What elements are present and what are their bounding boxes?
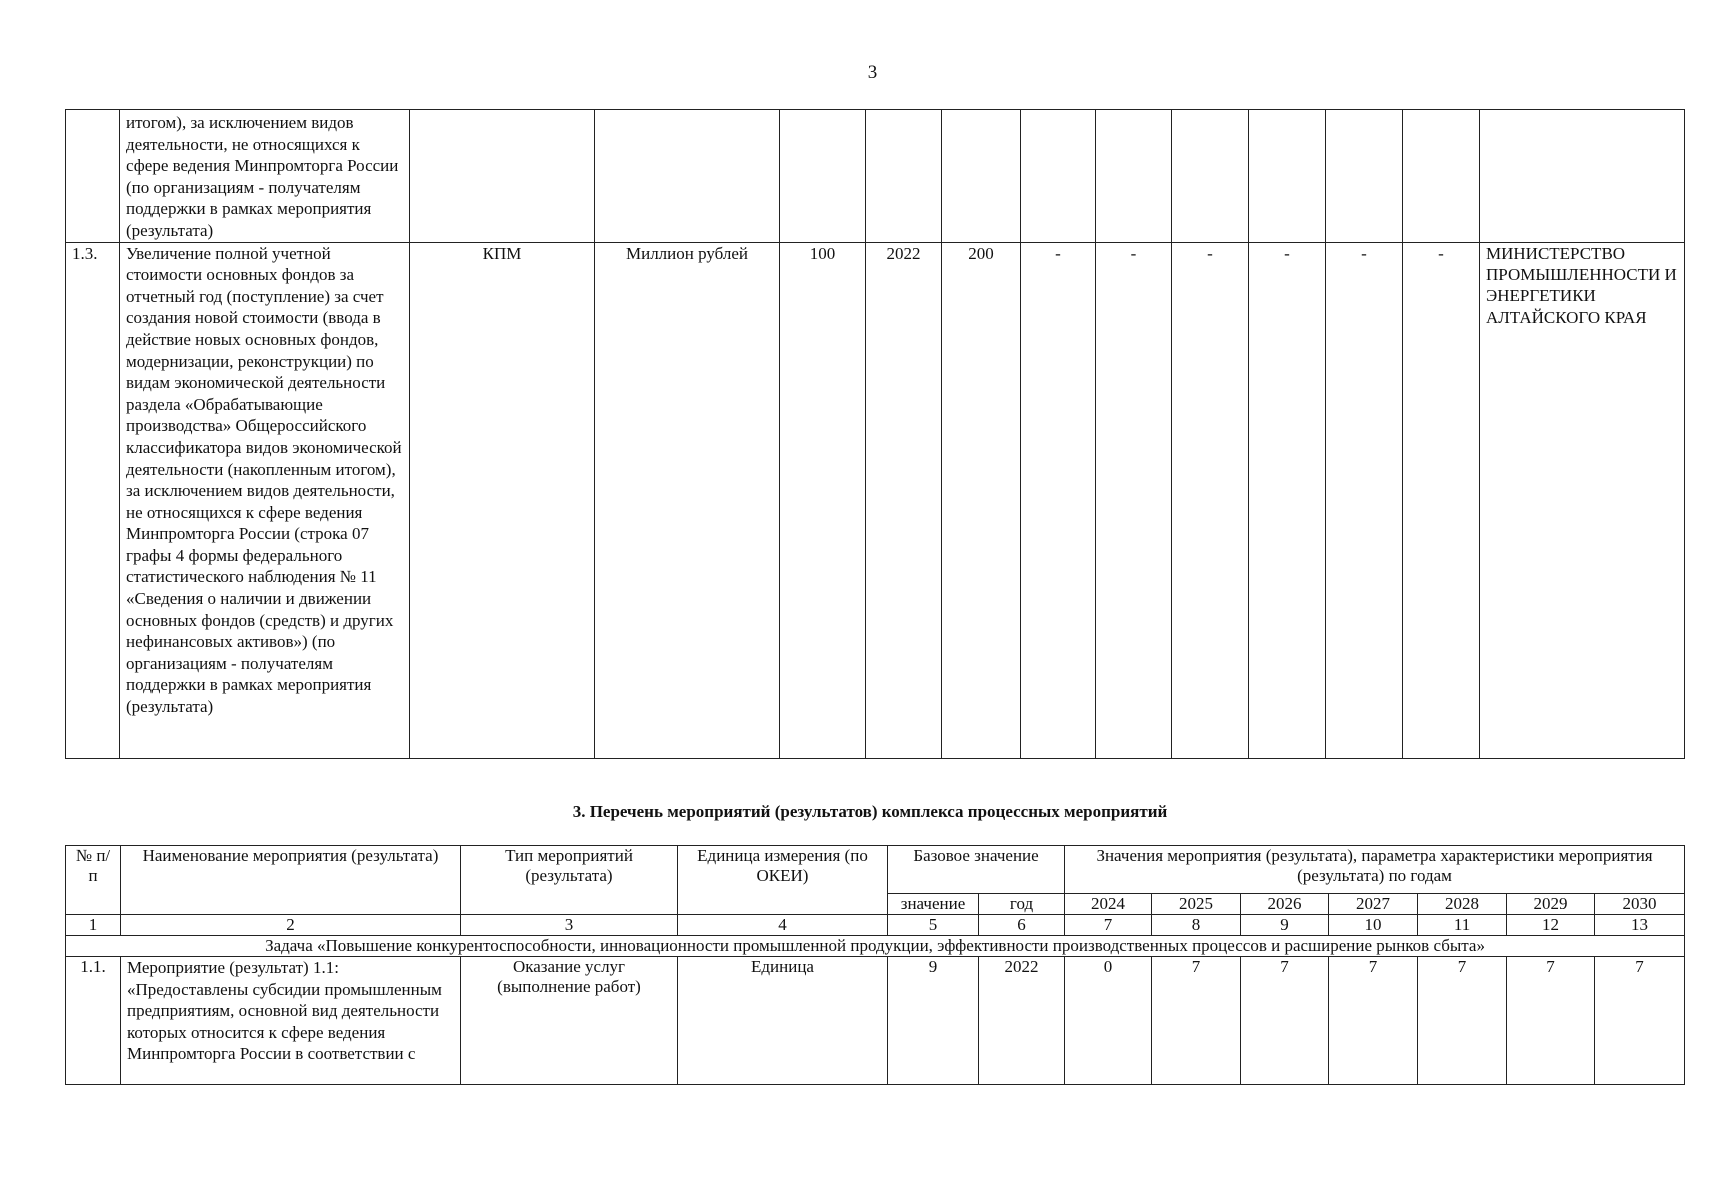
header-base-year: год [979,894,1065,915]
header-year: 2026 [1241,894,1329,915]
base-value: 100 [780,242,866,758]
year-value: 7 [1595,957,1685,1085]
header-name: Наименование мероприятия (результата) [121,846,461,915]
column-number: 1 [66,915,121,936]
column-numbers-row [66,915,1685,936]
year-value: - [1021,242,1096,758]
column-number: 10 [1329,915,1418,936]
header-unit: Единица измерения (по ОКЕИ) [678,846,888,915]
year-value: - [1172,242,1249,758]
responsible-body: МИНИСТЕРСТВО ПРОМЫШЛЕННОСТИ И ЭНЕРГЕТИКИ АЛТАЙСКОГО КРАЯ [1480,242,1685,758]
column-number: 11 [1418,915,1507,936]
column-number: 3 [461,915,678,936]
measure-unit: Единица [678,957,888,1085]
page-number: 3 [867,62,878,83]
continued-indicator-name: итогом), за исключением видов деятельности, не относящихся к сфере ведения Минпромторга России (по организациям - получателям поддержки в рамках мероприятия (результата) [120,110,410,243]
year-value: - [1249,242,1326,758]
header-year: 2027 [1329,894,1418,915]
measure-name: Мероприятие (результат) 1.1: «Предоставлены субсидии промышленным предприятиям, основной вид деятельности которых относится к сфере ведения Минпромторга России в соответствии с [121,957,461,1085]
task-row [66,936,1685,957]
year-value: 200 [942,242,1021,758]
column-number: 6 [979,915,1065,936]
column-number: 5 [888,915,979,936]
column-number: 12 [1507,915,1595,936]
header-year: 2029 [1507,894,1595,915]
measure-type: Оказание услуг (выполнение работ) [461,957,678,1085]
year-value: - [1096,242,1172,758]
header-values: Значения мероприятия (результата), параметра характеристики мероприятия (результата) по годам [1065,846,1685,894]
year-value: 7 [1329,957,1418,1085]
column-number: 4 [678,915,888,936]
indicator-unit: Миллион рублей [595,242,780,758]
indicator-name: Увеличение полной учетной стоимости основных фондов за отчетный год (поступление) за счет создания новой стоимости (ввода в действие новых основных фондов, модернизации, реконструкции) по видам экономической деятельности раздела «Обрабатывающие производства» Общероссийского классификатора видов экономической деятельности (накопленным итогом), за исключением видов деятельности, не относящихся к сфере ведения Минпромторга России (строка 07 графы 4 формы федерального статистического наблюдения № 11 «Сведения о наличии и движении основных фондов (средств) и других нефинансовых активов») (по организациям - получателям поддержки в рамках мероприятия (результата) [120,242,410,758]
table-row [66,110,1685,243]
header-num: № п/п [66,846,121,915]
header-row [66,846,1685,894]
row-number: 1.3. [66,242,120,758]
year-value: 7 [1241,957,1329,1085]
indicator-type: КПМ [410,242,595,758]
indicators-table [65,109,1685,759]
header-year: 2025 [1152,894,1241,915]
year-value: - [1326,242,1403,758]
table-row [66,957,1685,1085]
column-number: 8 [1152,915,1241,936]
task-title: Задача «Повышение конкурентоспособности, инновационности промышленной продукции, эффективности производственных процессов и расширение рынков сбыта» [66,936,1685,957]
base-year: 2022 [866,242,942,758]
header-year: 2028 [1418,894,1507,915]
year-value: - [1403,242,1480,758]
column-number: 7 [1065,915,1152,936]
header-base-value: значение [888,894,979,915]
column-number: 13 [1595,915,1685,936]
base-value: 9 [888,957,979,1085]
column-number: 2 [121,915,461,936]
header-year: 2030 [1595,894,1685,915]
base-year: 2022 [979,957,1065,1085]
table-row [66,242,1685,758]
header-year: 2024 [1065,894,1152,915]
year-value: 7 [1507,957,1595,1085]
year-value: 7 [1418,957,1507,1085]
header-base: Базовое значение [888,846,1065,894]
year-value: 0 [1065,957,1152,1085]
section-title: 3. Перечень мероприятий (результатов) комплекса процессных мероприятий [572,802,1168,821]
year-value: 7 [1152,957,1241,1085]
row-number: 1.1. [66,957,121,1085]
header-type: Тип мероприятий (результата) [461,846,678,915]
measures-table [65,845,1685,1085]
column-number: 9 [1241,915,1329,936]
